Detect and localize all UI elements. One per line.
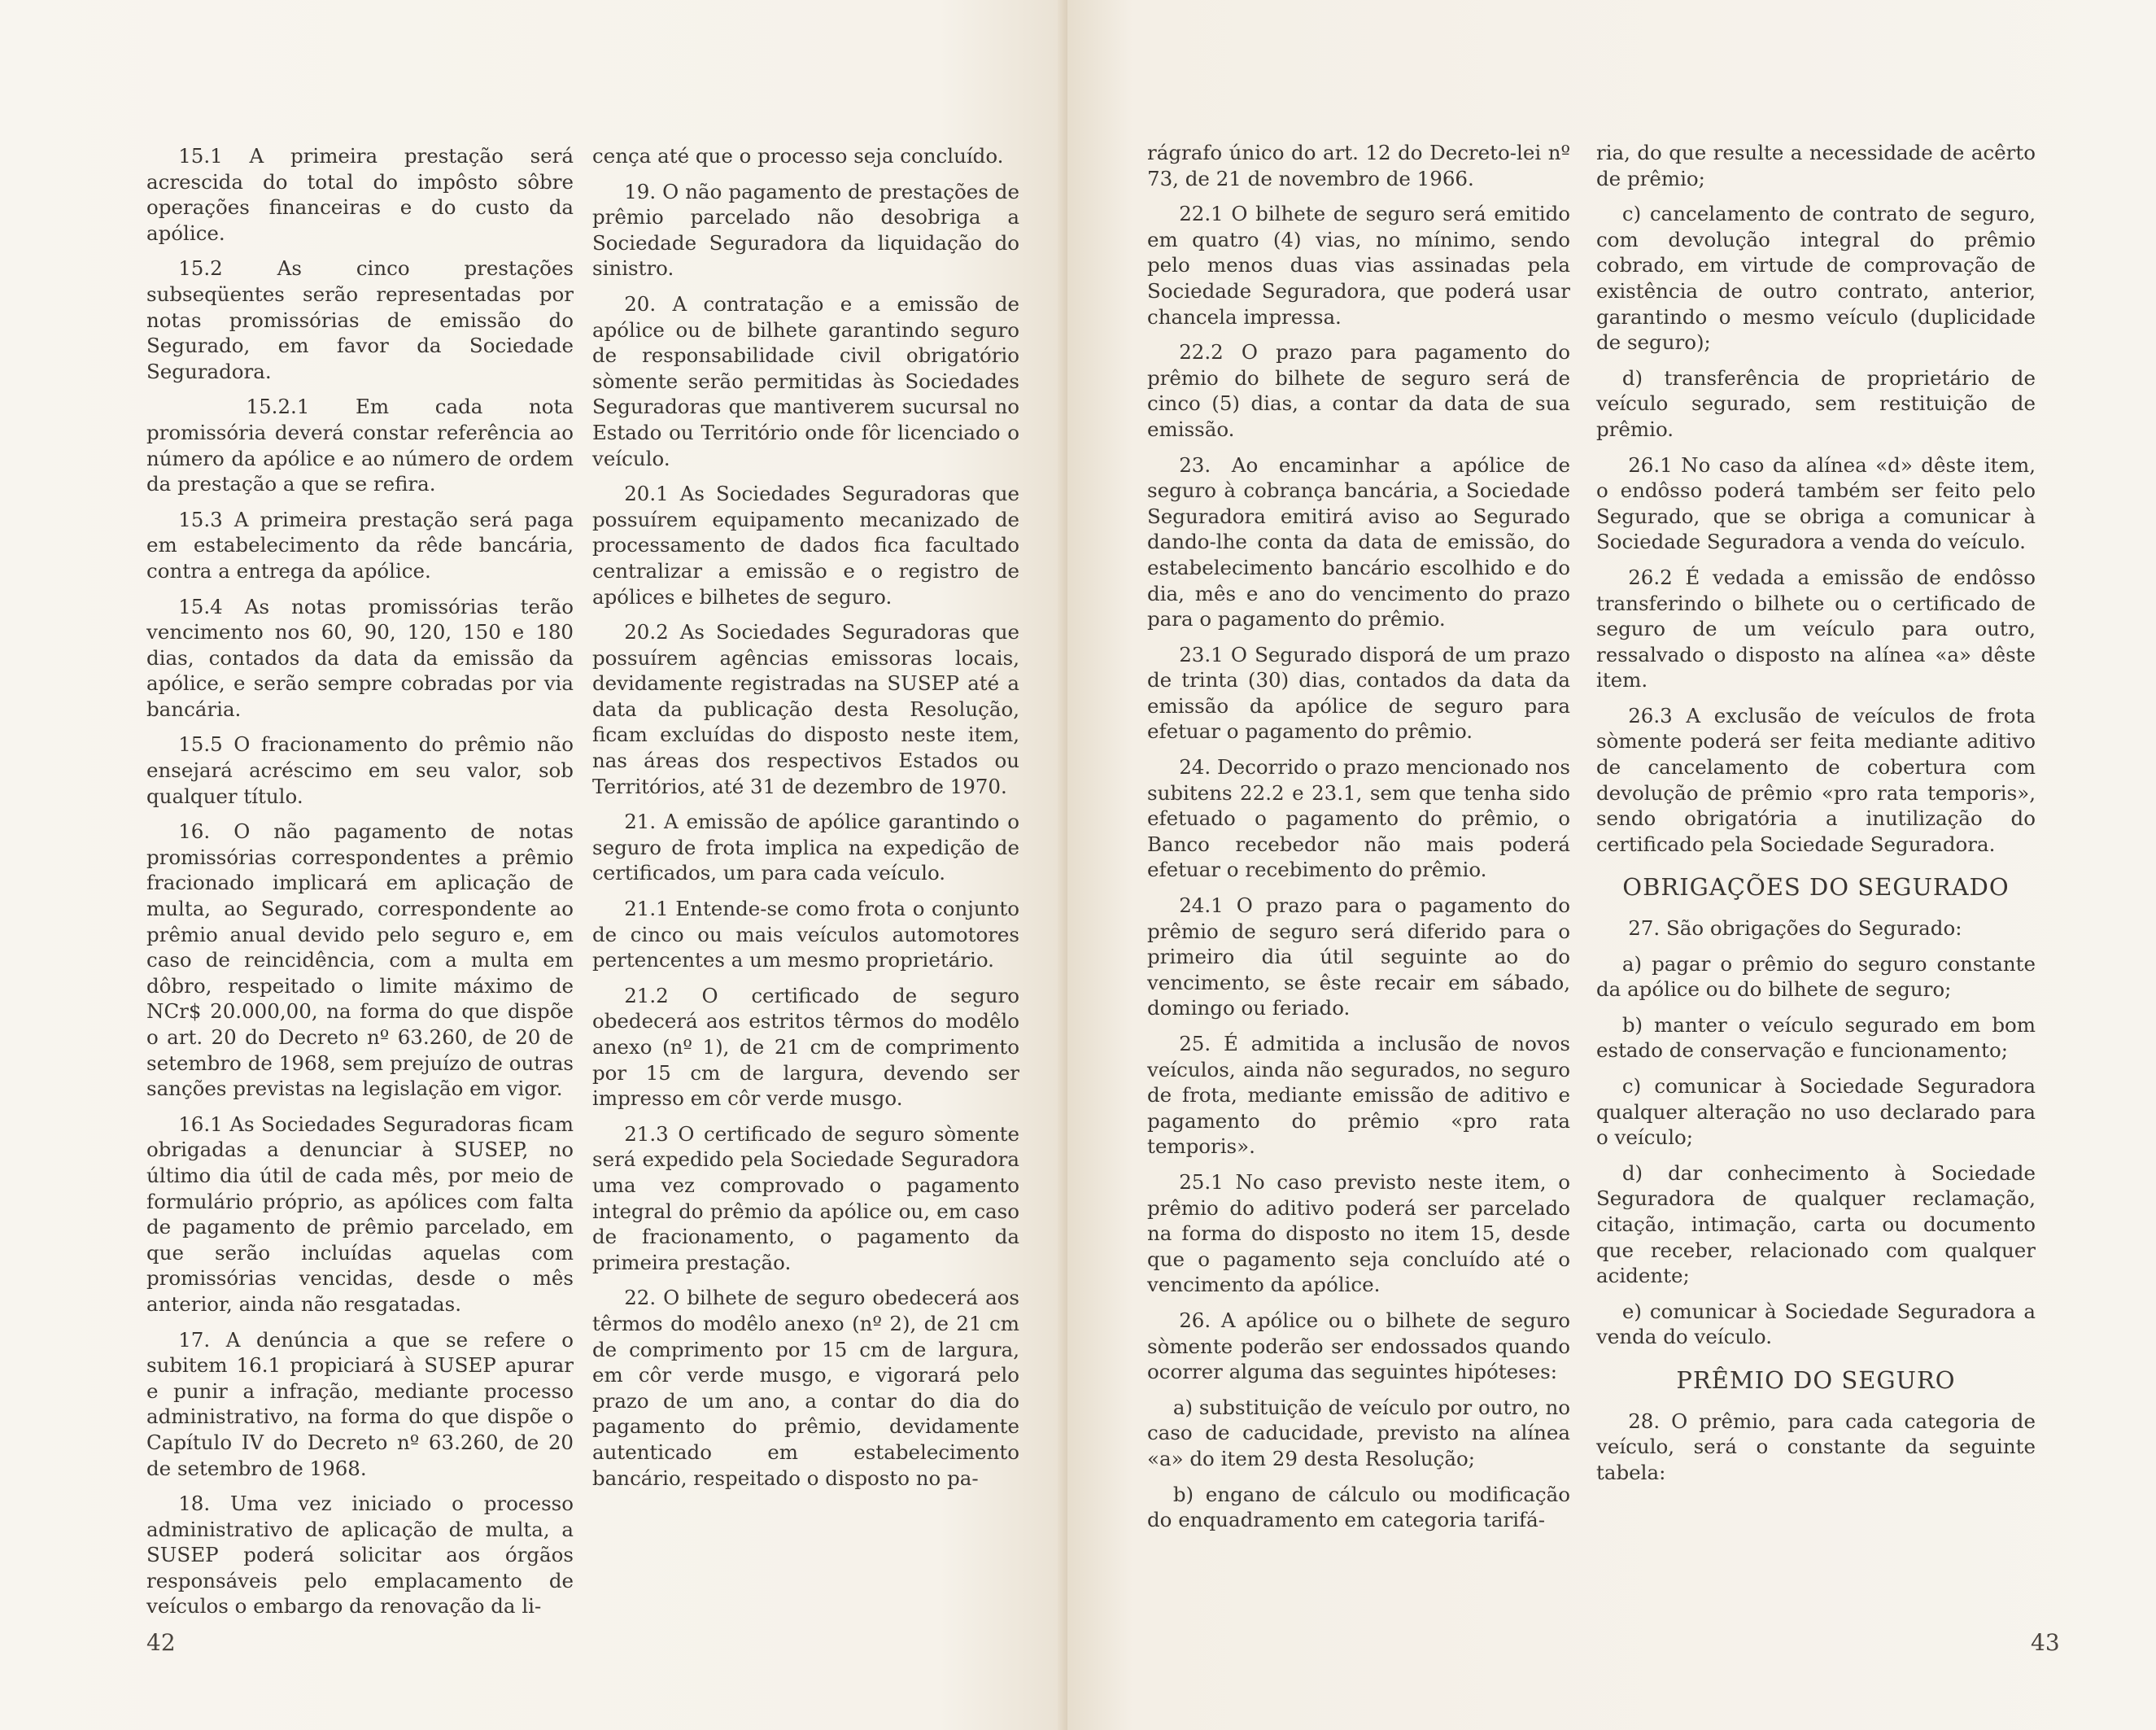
paragraph: 15.1 A primeira prestação será acrescida do total do impôsto sôbre operações financeiras e do custo da apólice.	[146, 144, 574, 245]
paragraph: 16.1 As Sociedades Seguradoras ficam obrigadas a denunciar à SUSEP, no último dia útil de cada mês, por meio de formulário próprio, as apólices com falta de pagamento de prêmio parcelado, em que serão incluídas aquelas com promissórias vencidas, desde o mês anterior, ainda não resgatadas.	[146, 1112, 574, 1316]
paragraph: 22. O bilhete de seguro obedecerá aos têrmos do modêlo anexo (nº 2), de 21 cm de comprimento por 15 cm de largura, em côr verde musgo, e vigorará pelo prazo de um ano, a contar do dia do pagamento do prêmio, devidamente autenticado em estabelecimento bancário, respeitado o disposto no pa-	[592, 1286, 1019, 1490]
paragraph: 26.2 É vedada a emissão de endôsso transferindo o bilhete ou o certificado de seguro de um veículo para outro, ressalvado o disposto na alínea «a» dêste item.	[1596, 565, 2036, 692]
page-number-right: 43	[2031, 1629, 2060, 1656]
paragraph: 16. O não pagamento de notas promissórias correspondentes a prêmio fracionado implicará em aplicação de multa, ao Segurado, correspondente ao prêmio anual devido pelo seguro e, em caso de reincidência, com a multa em dôbro, respeitado o limite máximo de NCr$ 20.000,00, na forma do que dispõe o art. 20 do Decreto nº 63.260, de 20 de setembro de 1968, sem prejuízo de outras sanções previstas na legislação em vigor.	[146, 819, 574, 1101]
paragraph: 18. Uma vez iniciado o processo administrativo de aplicação de multa, a SUSEP poderá solicitar aos órgãos responsáveis pelo emplacamento de veículos o embargo da renovação da li-	[146, 1492, 574, 1619]
paragraph: 26.1 No caso da alínea «d» dêste item, o endôsso poderá também ser feito pelo Segurado, que se obriga a comunicar à Sociedade Seguradora a venda do veículo.	[1596, 452, 2036, 554]
paragraph: 23.1 O Segurado disporá de um prazo de trinta (30) dias, contados da data da emissão da apólice de seguro para efetuar o pagamento do prêmio.	[1147, 642, 1570, 744]
paragraph: 20. A contratação e a emissão de apólice ou de bilhete garantindo seguro de responsabilidade civil obrigatório sòmente serão permitidas às Sociedades Seguradoras que mantiverem sucursal no Estado ou Território onde fôr licenciado o veículo.	[592, 291, 1019, 470]
paragraph: 17. A denúncia a que se refere o subitem 16.1 propiciará à SUSEP apurar e punir a infração, mediante processo administrativo, na forma do que dispõe o Capítulo IV do Decreto nº 63.260, de 20 de setembro de 1968.	[146, 1327, 574, 1480]
right-page-column-1	[1147, 140, 1570, 1543]
paragraph: 15.2 As cinco prestações subseqüentes serão representadas por notas promissórias de emissão do Segurado, em favor da Sociedade Seguradora.	[146, 256, 574, 383]
paragraph: 15.4 As notas promissórias terão vencimento nos 60, 90, 120, 150 e 180 dias, contados da data da emissão da apólice, e serão sempre cobradas por via bancária.	[146, 594, 574, 721]
paragraph: 19. O não pagamento de prestações de prêmio parcelado não desobriga a Sociedade Seguradora da liquidação do sinistro.	[592, 179, 1019, 281]
paragraph: 22.1 O bilhete de seguro será emitido em quatro (4) vias, no mínimo, sendo pelo menos duas vias assinadas pela Sociedade Seguradora, que poderá usar chancela impressa.	[1147, 202, 1570, 329]
paragraph: 21.3 O certificado de seguro sòmente será expedido pela Sociedade Seguradora uma vez comprovado o pagamento integral do prêmio da apólice ou, em caso de fracionamento, o pagamento da primeira prestação.	[592, 1121, 1019, 1274]
paragraph: 27. São obrigações do Segurado:	[1628, 916, 1962, 941]
paragraph: ria, do que resulte a necessidade de acêrto de prêmio;	[1596, 141, 2036, 190]
paragraph: 24.1 O prazo para o pagamento do prêmio de seguro será diferido para o primeiro dia útil seguinte ao do vencimento, se êste recair em sábado, domingo ou feriado.	[1147, 893, 1570, 1020]
paragraph: 15.3 A primeira prestação será paga em estabelecimento da rêde bancária, contra a entrega da apólice.	[146, 507, 574, 583]
paragraph: 21.2 O certificado de seguro obedecerá aos estritos têrmos do modêlo anexo (nº 1), de 21 cm de comprimento por 15 cm de largura, devendo ser impresso em côr verde musgo.	[592, 983, 1019, 1111]
paragraph: rágrafo único do art. 12 do Decreto-lei nº 73, de 21 de novembro de 1966.	[1147, 141, 1570, 190]
paragraph: 21. A emissão de apólice garantindo o seguro de frota implica na expedição de certificados, um para cada veículo.	[592, 810, 1019, 885]
paragraph: 26. A apólice ou o bilhete de seguro sòmente poderão ser endossados quando ocorrer alguma das seguintes hipóteses:	[1147, 1308, 1570, 1384]
paragraph: cença até que o processo seja concluído.	[592, 144, 1004, 168]
paragraph: 20.1 As Sociedades Seguradoras que possuírem equipamento mecanizado de processamento de dados fica facultado centralizar a emissão e o registro de apólices e bilhetes de seguro.	[592, 482, 1019, 609]
paragraph: a) substituição de veículo por outro, no caso de caducidade, previsto na alínea «a» do item 29 desta Resolução;	[1147, 1395, 1570, 1470]
paragraph: c) cancelamento de contrato de seguro, com devolução integral do prêmio cobrado, em virtude de comprovação de existência de outro contrato, anterior, garantindo o mesmo veículo (duplicidade de seguro);	[1596, 202, 2036, 355]
paragraph: 21.1 Entende-se como frota o conjunto de cinco ou mais veículos automotores pertencentes a um mesmo proprietário.	[592, 897, 1019, 972]
paragraph: 20.2 As Sociedades Seguradoras que possuírem agências emissoras locais, devidamente registradas na SUSEP até a data da publicação desta Resolução, ficam excluídas do disposto neste item, nas áreas dos respectivos Estados ou Territórios, até 31 de dezembro de 1970.	[592, 620, 1019, 798]
paragraph: 26.3 A exclusão de veículos de frota sòmente poderá ser feita mediante aditivo de cancelamento de cobertura com devolução de prêmio «pro rata temporis», sendo obrigatória a inutilização do certificado pela Sociedade Seguradora.	[1596, 703, 2036, 856]
paragraph: 25. É admitida a inclusão de novos veículos, ainda não segurados, no seguro de frota, mediante emissão de aditivo e pagamento do prêmio «pro rata temporis».	[1147, 1032, 1570, 1159]
left-page-column-2	[592, 143, 1019, 1501]
paragraph: 15.2.1 Em cada nota promissória deverá constar referência ao número da apólice e ao número de ordem da prestação a que se refira.	[146, 395, 574, 496]
paragraph: 15.5 O fracionamento do prêmio não ensejará acréscimo em seu valor, sob qualquer título.	[146, 732, 574, 808]
section-heading: OBRIGAÇÕES DO SEGURADO	[1622, 873, 2010, 902]
paragraph: c) comunicar à Sociedade Seguradora qualquer alteração no uso declarado para o veículo;	[1596, 1074, 2036, 1150]
paragraph: a) pagar o prêmio do seguro constante da apólice ou do bilhete de seguro;	[1596, 951, 2036, 1002]
paragraph: 28. O prêmio, para cada categoria de veículo, será o constante da seguinte tabela:	[1596, 1409, 2036, 1484]
paragraph: 22.2 O prazo para pagamento do prêmio do bilhete de seguro será de cinco (5) dias, a contar da data de sua emissão.	[1147, 340, 1570, 441]
right-page	[1067, 0, 2156, 1730]
section-heading: PRÊMIO DO SEGURO	[1676, 1365, 1956, 1394]
left-page-column-1	[146, 143, 574, 1629]
page-number-left: 42	[146, 1629, 176, 1656]
paragraph: e) comunicar à Sociedade Seguradora a venda do veículo.	[1596, 1299, 2036, 1349]
left-page	[0, 0, 1066, 1730]
paragraph: 24. Decorrido o prazo mencionado nos subitens 22.2 e 23.1, sem que tenha sido efetuado o pagamento do prêmio, o Banco recebedor não mais poderá efetuar o recebimento do prêmio.	[1147, 755, 1570, 882]
paragraph: 23. Ao encaminhar a apólice de seguro à cobrança bancária, a Sociedade Seguradora emitirá aviso ao Segurado dando-lhe conta da data de emissão, do estabelecimento bancário escolhido e do dia, mês e ano do vencimento do prazo para o pagamento do prêmio.	[1147, 452, 1570, 631]
paragraph: b) engano de cálculo ou modificação do enquadramento em categoria tarifá-	[1147, 1482, 1570, 1532]
right-page-column-2	[1596, 140, 2036, 1495]
paragraph: 25.1 No caso previsto neste item, o prêmio do aditivo poderá ser parcelado na forma do disposto no item 15, desde que o pagamento seja concluído até o vencimento da apólice.	[1147, 1169, 1570, 1297]
paragraph: b) manter o veículo segurado em bom estado de conservação e funcionamento;	[1596, 1012, 2036, 1063]
paragraph: d) dar conhecimento à Sociedade Seguradora de qualquer reclamação, citação, intimação, carta ou documento que receber, relacionado com qualquer acidente;	[1596, 1160, 2036, 1288]
paragraph: d) transferência de proprietário de veículo segurado, sem restituição de prêmio.	[1596, 365, 2036, 441]
